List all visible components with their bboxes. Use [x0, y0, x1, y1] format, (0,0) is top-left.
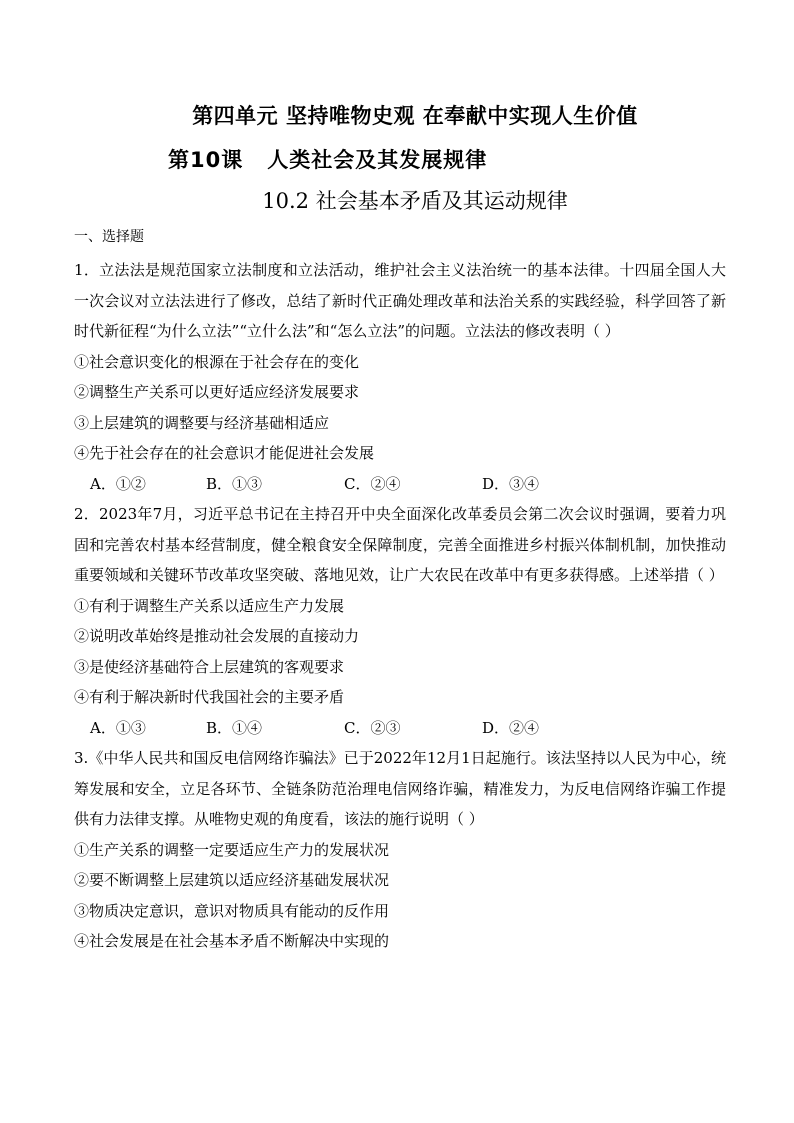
choice-d[interactable]: D．②④: [482, 718, 540, 737]
part-label: 一、选择题: [74, 229, 144, 245]
option-statement: ②说明改革始终是推动社会发展的直接动力: [74, 627, 360, 645]
option-statement: ②调整生产关系可以更好适应经济发展要求: [74, 383, 360, 401]
option-statement: ④社会发展是在社会基本矛盾不断解决中实现的: [74, 932, 390, 950]
option-statement: ③物质决定意识，意识对物质具有能动的反作用: [74, 901, 390, 920]
question-stem: 2．2023年7月，习近平总书记在主持召开中央全面深化改革委员会第二次会议时强调，要着力巩固和完善农村基本经营制度，健全粮食安全保障制度，完善全面推进乡村振兴体制机制，加快推动重要领域和关键环节改革攻坚突破、落地见效，让广大农民在改革中有更多获得感。上述举措（ ）: [74, 505, 726, 584]
question-2: [74, 499, 726, 743]
lesson-title: 人类社会及其发展规律: [267, 148, 488, 172]
option-statement: ②要不断调整上层建筑以适应经济基础发展状况: [74, 871, 390, 889]
lesson-label: 第10课: [168, 148, 244, 172]
choice-a[interactable]: A．①②: [90, 474, 146, 493]
lesson-heading: [168, 144, 487, 174]
option-statement: ④先于社会存在的社会意识才能促进社会发展: [74, 444, 375, 462]
question-stem: 3.《中华人民共和国反电信网络诈骗法》已于2022年12月1日起施行。该法坚持以人民为中心，统筹发展和安全，立足各环节、全链条防范治理电信网络诈骗，精准发力，为反电信网络诈骗工作提供有力法律支撑。从唯物史观的角度看，该法的施行说明（ ）: [74, 749, 726, 828]
answer-choices: [74, 469, 726, 500]
question-3: [74, 743, 726, 957]
choice-b[interactable]: B．①④: [206, 718, 263, 737]
choice-b[interactable]: B．①③: [206, 474, 263, 493]
section-title: 10.2 社会基本矛盾及其运动规律: [262, 189, 568, 213]
option-statement: ①有利于调整生产关系以适应生产力发展: [74, 596, 345, 615]
option-statement: ③上层建筑的调整要与经济基础相适应: [74, 413, 330, 432]
option-statement: ③是使经济基础符合上层建筑的客观要求: [74, 657, 345, 676]
choice-a[interactable]: A．①③: [90, 718, 146, 737]
question-list: [74, 255, 726, 957]
choice-d[interactable]: D．③④: [482, 474, 540, 493]
option-statement: ④有利于解决新时代我国社会的主要矛盾: [74, 688, 345, 706]
choice-c[interactable]: C．②③: [344, 718, 401, 737]
option-statement: ①生产关系的调整一定要适应生产力的发展状况: [74, 840, 390, 859]
choice-c[interactable]: C．②④: [344, 474, 401, 493]
answer-choices: [74, 713, 726, 744]
option-statement: ①社会意识变化的根源在于社会存在的变化: [74, 352, 360, 371]
question-1: [74, 255, 726, 499]
unit-title: 第四单元 坚持唯物史观 在奉献中实现人生价值: [192, 104, 638, 128]
question-stem: 1．立法法是规范国家立法制度和立法活动，维护社会主义法治统一的基本法律。十四届全国人大一次会议对立法法进行了修改，总结了新时代正确处理改革和法治关系的实践经验，科学回答了新时代新征程“为什么立法”“立什么法”和“怎么立法”的问题。立法法的修改表明（ ）: [74, 261, 726, 340]
